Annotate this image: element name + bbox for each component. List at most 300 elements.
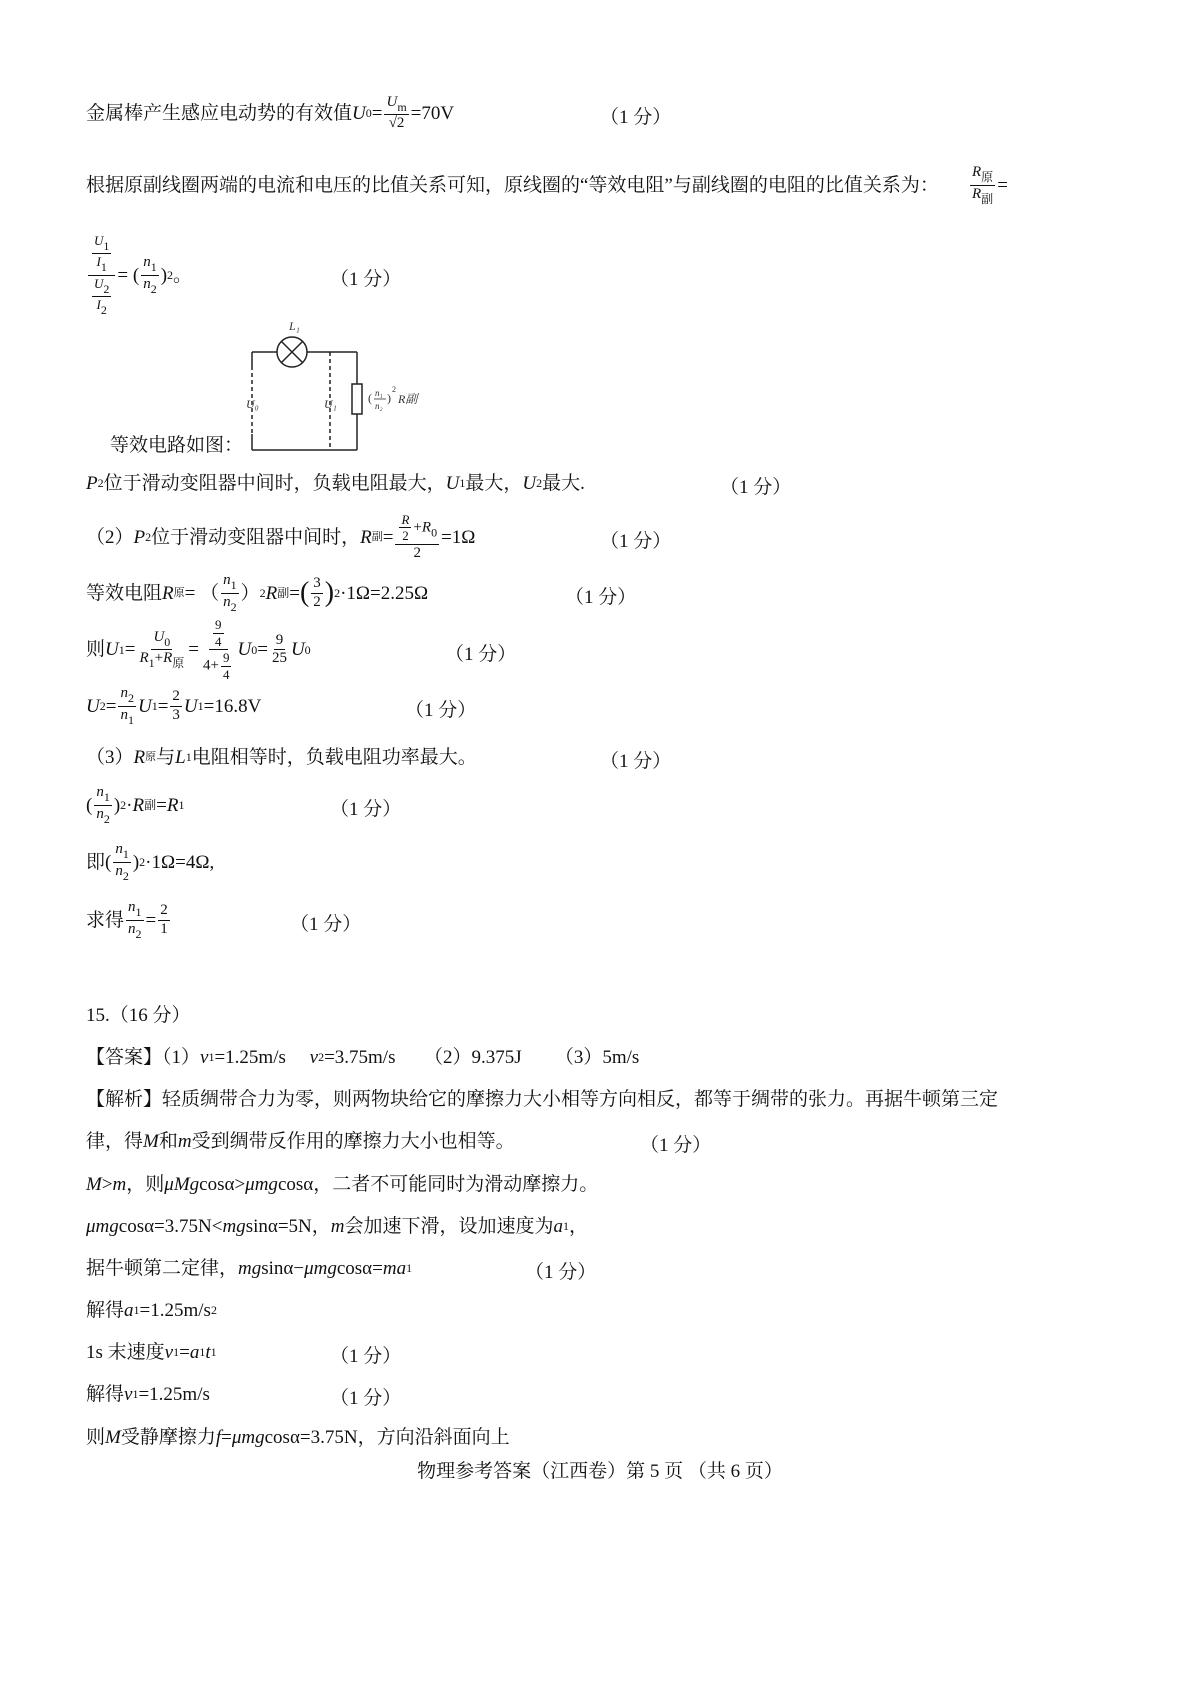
fraction-denominator bbox=[158, 921, 170, 938]
text-run: 律，得 bbox=[86, 1130, 144, 1152]
math-variable: μmg bbox=[86, 1215, 119, 1237]
math-variable: R bbox=[265, 582, 278, 604]
text-line bbox=[86, 1343, 217, 1362]
fraction bbox=[311, 576, 323, 611]
text-line bbox=[86, 1301, 217, 1320]
text-run: 位于滑动变阻器中间时，负载电阻最大， bbox=[103, 472, 446, 494]
math-variable: U bbox=[445, 472, 460, 494]
text-run: = bbox=[371, 102, 383, 124]
subscript: 1 bbox=[122, 847, 129, 861]
text-run: 2 bbox=[402, 528, 409, 544]
score-annotation: （1 分） bbox=[330, 269, 402, 290]
fraction-denominator bbox=[311, 594, 323, 611]
math-variable: U bbox=[352, 102, 366, 124]
subscript: 1 bbox=[103, 790, 110, 804]
text-run: sinα=5N， bbox=[245, 1215, 331, 1237]
subscript: 1 bbox=[197, 699, 204, 714]
text-run: 即( bbox=[86, 851, 112, 873]
text-run: 2 bbox=[172, 687, 180, 704]
subscript: 1 bbox=[199, 1345, 206, 1359]
score-annotation: （1 分） bbox=[720, 477, 792, 498]
text-run: 1s 末速度 bbox=[86, 1341, 165, 1363]
superscript: 2 bbox=[259, 586, 266, 601]
fraction-denominator bbox=[201, 650, 235, 681]
math-variable: v bbox=[309, 1046, 319, 1068]
subscript: 1 bbox=[185, 750, 192, 764]
text-run: 最大， bbox=[465, 472, 523, 494]
text-line bbox=[86, 1175, 598, 1194]
subscript: 2 bbox=[318, 1050, 325, 1064]
text-line bbox=[86, 1006, 191, 1025]
svg-text:): ) bbox=[387, 391, 391, 405]
subscript: 1 bbox=[133, 1303, 140, 1317]
fraction-denominator bbox=[221, 594, 239, 614]
subscript: 2 bbox=[230, 599, 237, 614]
subscript: 2 bbox=[127, 691, 134, 705]
fraction-denominator bbox=[94, 806, 112, 826]
fraction-numerator bbox=[399, 513, 411, 529]
text-run: ·1Ω=2.25Ω bbox=[340, 582, 429, 604]
fraction bbox=[92, 234, 111, 274]
text-line bbox=[86, 842, 214, 882]
text-run: （2） bbox=[86, 526, 134, 548]
fraction bbox=[92, 277, 111, 317]
text-line bbox=[86, 1048, 639, 1067]
text-run: = bbox=[179, 1341, 190, 1363]
superscript: 2 bbox=[334, 586, 341, 601]
text-line bbox=[86, 95, 454, 132]
subscript-label: 原 bbox=[173, 586, 185, 599]
fraction-denominator bbox=[270, 650, 289, 667]
fraction bbox=[94, 785, 112, 825]
math-variable: U bbox=[94, 275, 104, 291]
math-variable: M bbox=[105, 1426, 121, 1448]
math-variable: R bbox=[132, 794, 145, 816]
math-variable: n bbox=[120, 685, 128, 701]
u1-label: U₁ bbox=[324, 397, 337, 411]
fraction bbox=[141, 255, 159, 295]
text-run: 解得 bbox=[86, 1299, 125, 1321]
math-variable: R bbox=[133, 746, 146, 768]
fraction-numerator bbox=[88, 234, 115, 276]
text-run: = bbox=[124, 639, 136, 661]
text-run: 受到绸带反作用的摩擦力大小也相等。 bbox=[191, 1130, 515, 1152]
text-run: 2 bbox=[313, 593, 321, 610]
fraction-numerator bbox=[158, 903, 170, 921]
math-variable: R bbox=[972, 185, 982, 202]
math-variable: f bbox=[215, 1426, 222, 1448]
fraction-denominator bbox=[387, 115, 407, 132]
fraction-numerator bbox=[274, 633, 286, 651]
subscript: 1 bbox=[118, 642, 125, 657]
score-annotation: （1 分） bbox=[330, 1388, 402, 1409]
text-run: cosα，二者不可能同时为滑动摩擦力。 bbox=[277, 1173, 599, 1195]
score-annotation: （1 分） bbox=[330, 799, 402, 820]
math-variable: n bbox=[143, 275, 151, 292]
math-variable: R bbox=[166, 794, 179, 816]
subscript: 0 bbox=[164, 634, 171, 649]
resistor-symbol bbox=[352, 384, 362, 414]
math-variable: U bbox=[86, 695, 100, 717]
subscript: 副 bbox=[981, 191, 994, 206]
text-line bbox=[86, 176, 939, 195]
subscript: 1 bbox=[173, 1345, 180, 1359]
math-variable: a bbox=[124, 1299, 134, 1321]
math-variable: P bbox=[133, 526, 146, 548]
math-variable: U bbox=[522, 472, 537, 494]
fraction-numerator bbox=[141, 255, 159, 276]
subscript: 1 bbox=[150, 260, 157, 275]
fraction-denominator bbox=[970, 186, 995, 206]
text-run: √2 bbox=[388, 115, 405, 132]
math-variable: m bbox=[112, 1173, 127, 1195]
text-run: ） bbox=[240, 582, 260, 604]
text-run: 电阻相等时，负载电阻功率最大。 bbox=[191, 746, 477, 768]
math-variable: U bbox=[153, 628, 165, 645]
large-paren: ) bbox=[324, 577, 335, 609]
subscript: m bbox=[397, 99, 407, 114]
text-run: 则 bbox=[86, 639, 106, 661]
text-run: 4 bbox=[215, 633, 222, 649]
fraction-denominator bbox=[137, 650, 186, 670]
math-variable: U bbox=[105, 639, 119, 661]
fraction-numerator bbox=[118, 686, 136, 707]
score-annotation: （1 分） bbox=[640, 1135, 712, 1156]
text-run: 。 bbox=[173, 264, 193, 286]
fraction-denominator bbox=[412, 545, 424, 562]
text-run: cosα> bbox=[199, 1173, 246, 1195]
subscript: 1 bbox=[230, 578, 237, 592]
math-variable: R bbox=[139, 650, 149, 667]
text-run: = bbox=[382, 526, 394, 548]
text-run: + bbox=[413, 519, 422, 536]
fraction bbox=[170, 689, 182, 724]
lamp-icon bbox=[277, 337, 307, 367]
subscript: 1 bbox=[103, 238, 110, 253]
fraction bbox=[88, 234, 115, 317]
fraction-numerator bbox=[94, 785, 112, 806]
fraction bbox=[221, 573, 239, 613]
math-variable: a bbox=[189, 1341, 200, 1363]
text-run: 3 bbox=[172, 706, 180, 723]
math-variable: μMg bbox=[164, 1173, 200, 1195]
subscript: 1 bbox=[132, 1387, 139, 1401]
math-variable: P bbox=[86, 472, 98, 494]
text-line bbox=[86, 234, 192, 317]
text-run: cosα=3.75N，方向沿斜面向上 bbox=[264, 1426, 510, 1448]
text-run: 解得 bbox=[86, 1383, 125, 1405]
text-run: 3 bbox=[313, 574, 321, 591]
subscript: 1 bbox=[151, 699, 158, 714]
math-variable: U bbox=[94, 232, 104, 248]
score-annotation: （1 分） bbox=[600, 751, 672, 772]
text-run: 2 bbox=[413, 544, 422, 561]
text-run: 等效电阻 bbox=[86, 582, 163, 604]
subscript: 2 bbox=[99, 699, 106, 714]
fraction bbox=[113, 842, 131, 882]
math-variable: μmg bbox=[231, 1426, 265, 1448]
text-line bbox=[86, 618, 311, 682]
score-annotation: （1 分） bbox=[525, 1262, 597, 1283]
text-run: 9 bbox=[222, 650, 230, 666]
fraction-numerator bbox=[213, 618, 224, 634]
text-run: cosα= bbox=[336, 1257, 383, 1279]
fraction-denominator bbox=[221, 667, 232, 682]
fraction bbox=[137, 630, 186, 670]
fraction-denominator bbox=[113, 863, 131, 883]
math-variable: n bbox=[115, 841, 123, 857]
subscript: 原 bbox=[981, 170, 994, 184]
text-run: + bbox=[154, 650, 164, 667]
text-line bbox=[86, 474, 585, 493]
fraction bbox=[399, 513, 411, 543]
math-variable: M bbox=[86, 1173, 102, 1195]
text-run: =3.75m/s （2）9.375J （3）5m/s bbox=[324, 1046, 640, 1068]
fraction-numerator bbox=[170, 689, 182, 707]
text-run: > bbox=[101, 1173, 113, 1195]
math-variable: n bbox=[120, 706, 128, 723]
text-run: 则 bbox=[86, 1426, 106, 1448]
text-run: = ( bbox=[117, 264, 140, 286]
fraction bbox=[970, 165, 995, 205]
fraction-denominator bbox=[95, 297, 109, 317]
math-variable: v bbox=[124, 1383, 133, 1405]
math-variable: n bbox=[223, 593, 231, 610]
subscript: 1 bbox=[135, 905, 142, 919]
subscript: 0 bbox=[431, 525, 438, 540]
fraction-denominator bbox=[126, 921, 144, 941]
subscript-label: 原 bbox=[145, 750, 157, 763]
text-run: ( bbox=[86, 794, 93, 816]
text-run: 25 bbox=[271, 650, 287, 667]
math-variable: μmg bbox=[304, 1257, 337, 1279]
text-run: = bbox=[221, 1426, 232, 1448]
fraction bbox=[221, 651, 232, 681]
text-line bbox=[86, 1132, 515, 1151]
text-run: = bbox=[105, 695, 117, 717]
subscript: 0 bbox=[251, 642, 258, 657]
score-annotation: （1 分） bbox=[565, 587, 637, 608]
text-run: =70V bbox=[410, 102, 455, 124]
math-variable: R bbox=[421, 519, 432, 536]
large-paren: ( bbox=[299, 577, 310, 609]
math-variable: L bbox=[175, 746, 186, 768]
fraction bbox=[126, 900, 144, 940]
superscript: 2 bbox=[139, 855, 146, 870]
text-line bbox=[86, 748, 477, 767]
math-variable: v bbox=[164, 1341, 174, 1363]
text-run: 9 bbox=[275, 631, 284, 648]
subscript: 1 bbox=[178, 798, 185, 813]
text-run: ) bbox=[160, 264, 168, 286]
text-line bbox=[86, 900, 172, 940]
text-run: 2 bbox=[160, 901, 168, 918]
text-run: = bbox=[257, 639, 268, 661]
superscript: 2 bbox=[167, 268, 174, 283]
math-variable: R bbox=[360, 526, 372, 548]
subscript: 2 bbox=[100, 303, 107, 318]
text-run: 据牛顿第二定律， bbox=[86, 1257, 239, 1279]
text-run: 4 bbox=[222, 666, 230, 682]
text-run: 与 bbox=[156, 746, 176, 768]
text-line bbox=[86, 1428, 510, 1447]
score-annotation: （1 分） bbox=[600, 107, 672, 128]
resistor-label-den: n₂ bbox=[375, 401, 383, 411]
text-run: =1.25m/s bbox=[214, 1046, 310, 1068]
score-annotation: （1 分） bbox=[405, 700, 477, 721]
text-run: 等效电路如图： bbox=[110, 434, 244, 456]
text-run: 4+ bbox=[203, 657, 219, 674]
math-variable: R bbox=[162, 582, 174, 604]
text-run: cosα=3.75N< bbox=[118, 1215, 223, 1237]
text-run: = bbox=[188, 639, 200, 661]
text-run: ，则 bbox=[126, 1173, 165, 1195]
fraction bbox=[384, 95, 408, 132]
math-variable: ma bbox=[382, 1257, 407, 1279]
fraction-numerator bbox=[92, 277, 111, 298]
fraction-numerator bbox=[311, 576, 323, 594]
text-run: = bbox=[145, 909, 157, 931]
subscript: 0 bbox=[365, 106, 372, 121]
math-variable: U bbox=[386, 93, 398, 110]
math-variable: mg bbox=[222, 1215, 246, 1237]
fraction-denominator bbox=[400, 528, 411, 543]
subscript: 2 bbox=[135, 926, 142, 941]
subscript: 原 bbox=[172, 656, 185, 671]
math-variable: n bbox=[128, 899, 136, 915]
text-run: =1.25m/s bbox=[139, 1299, 211, 1321]
subscript: 2 bbox=[103, 811, 110, 826]
math-variable: a bbox=[553, 1215, 564, 1237]
text-run: 位于滑动变阻器中间时， bbox=[151, 526, 361, 548]
fraction bbox=[270, 633, 289, 668]
fraction-denominator bbox=[213, 634, 224, 649]
text-run: =1Ω bbox=[441, 526, 476, 548]
fraction-denominator bbox=[118, 707, 136, 727]
math-variable: I bbox=[96, 254, 101, 270]
text-line bbox=[968, 165, 1008, 205]
fraction-numerator bbox=[384, 95, 408, 116]
text-run: = bbox=[156, 794, 167, 816]
math-variable: n bbox=[143, 254, 151, 271]
subscript: 1 bbox=[406, 1261, 413, 1275]
fraction-numerator bbox=[151, 630, 172, 651]
math-variable: M bbox=[143, 1130, 159, 1152]
text-run: ) bbox=[113, 794, 121, 816]
subscript: 副 bbox=[144, 798, 157, 813]
text-run: 1 bbox=[160, 920, 168, 937]
svg-text:(: ( bbox=[368, 391, 372, 405]
text-line bbox=[86, 573, 428, 613]
math-variable: R bbox=[163, 650, 173, 667]
text-run: 和 bbox=[158, 1130, 178, 1152]
score-annotation: （1 分） bbox=[600, 531, 672, 552]
text-run: ) bbox=[132, 851, 140, 873]
text-run: 【答案】（1） bbox=[86, 1046, 201, 1068]
text-line bbox=[86, 686, 261, 726]
fraction-numerator bbox=[221, 651, 232, 667]
text-run: 【解析】轻质绸带合力为零，则两物块给它的摩擦力大小相等方向相反，都等于绸带的张力。再据牛顿第三定 bbox=[86, 1088, 999, 1110]
text-run: 金属棒产生感应电动势的有效值 bbox=[86, 102, 353, 124]
subscript-label: 副 bbox=[371, 530, 383, 543]
subscript: 0 bbox=[304, 642, 311, 657]
text-run: ·1Ω=4Ω, bbox=[145, 851, 215, 873]
superscript: 2 bbox=[120, 798, 127, 813]
math-variable: n bbox=[96, 784, 104, 800]
fraction-denominator bbox=[141, 276, 159, 296]
subscript: 1 bbox=[127, 712, 134, 727]
text-run: 9 bbox=[215, 617, 222, 632]
fraction-numerator bbox=[92, 234, 111, 255]
text-run: 根据原副线圈两端的电流和电压的比值关系可知，原线圈的“等效电阻”与副线圈的电阻的比值关系为： bbox=[86, 174, 939, 196]
fraction bbox=[395, 513, 439, 562]
fraction bbox=[201, 618, 235, 682]
math-variable: t bbox=[205, 1341, 211, 1363]
text-run: =1.25m/s bbox=[138, 1383, 210, 1405]
fraction-numerator bbox=[113, 842, 131, 863]
text-line bbox=[86, 1385, 210, 1404]
fraction-numerator bbox=[126, 900, 144, 921]
text-run: = （ bbox=[184, 582, 220, 604]
math-variable: n bbox=[223, 572, 231, 588]
fraction-numerator bbox=[970, 165, 995, 186]
fraction-numerator bbox=[209, 618, 228, 650]
subscript: 1 bbox=[459, 476, 466, 490]
fraction-denominator bbox=[170, 707, 182, 724]
text-line bbox=[86, 1090, 998, 1109]
equivalent-circuit-diagram bbox=[240, 318, 440, 458]
resistor-label: R副 bbox=[398, 392, 418, 406]
subscript: 1 bbox=[100, 260, 107, 275]
subscript: 2 bbox=[150, 281, 157, 296]
text-run: · bbox=[126, 794, 133, 816]
score-annotation: （1 分） bbox=[445, 644, 517, 665]
text-line bbox=[86, 1259, 412, 1278]
page-footer: 物理参考答案（江西卷）第 5 页 （共 6 页） bbox=[417, 1461, 783, 1482]
fraction-numerator bbox=[395, 513, 439, 545]
subscript: 1 bbox=[148, 656, 155, 671]
math-variable: n bbox=[115, 862, 123, 879]
subscript: 2 bbox=[122, 868, 129, 883]
text-run: 最大. bbox=[542, 472, 585, 494]
score-annotation: （1 分） bbox=[330, 1346, 402, 1367]
fraction bbox=[213, 618, 224, 648]
fraction-numerator bbox=[221, 573, 239, 594]
text-line bbox=[86, 785, 184, 825]
math-variable: U bbox=[290, 639, 305, 661]
fraction bbox=[158, 903, 170, 938]
text-run: 求得 bbox=[86, 909, 125, 931]
subscript: 1 bbox=[210, 1345, 217, 1359]
math-variable: m bbox=[330, 1215, 345, 1237]
text-run: （3） bbox=[86, 746, 134, 768]
subscript: 2 bbox=[97, 476, 104, 490]
math-variable: U bbox=[183, 695, 198, 717]
text-line bbox=[86, 1217, 588, 1236]
text-run: sinα− bbox=[261, 1257, 305, 1279]
math-variable: U bbox=[237, 639, 252, 661]
math-variable: R bbox=[972, 164, 982, 180]
fraction-denominator bbox=[95, 254, 109, 274]
score-annotation: （1 分） bbox=[290, 914, 362, 935]
fraction bbox=[118, 686, 136, 726]
resistor-label-num: n₁ bbox=[375, 388, 383, 398]
math-variable: n bbox=[128, 920, 136, 937]
text-line bbox=[86, 513, 475, 562]
subscript: 1 bbox=[208, 1050, 215, 1064]
math-variable: mg bbox=[238, 1257, 262, 1279]
text-run: = bbox=[289, 582, 300, 604]
